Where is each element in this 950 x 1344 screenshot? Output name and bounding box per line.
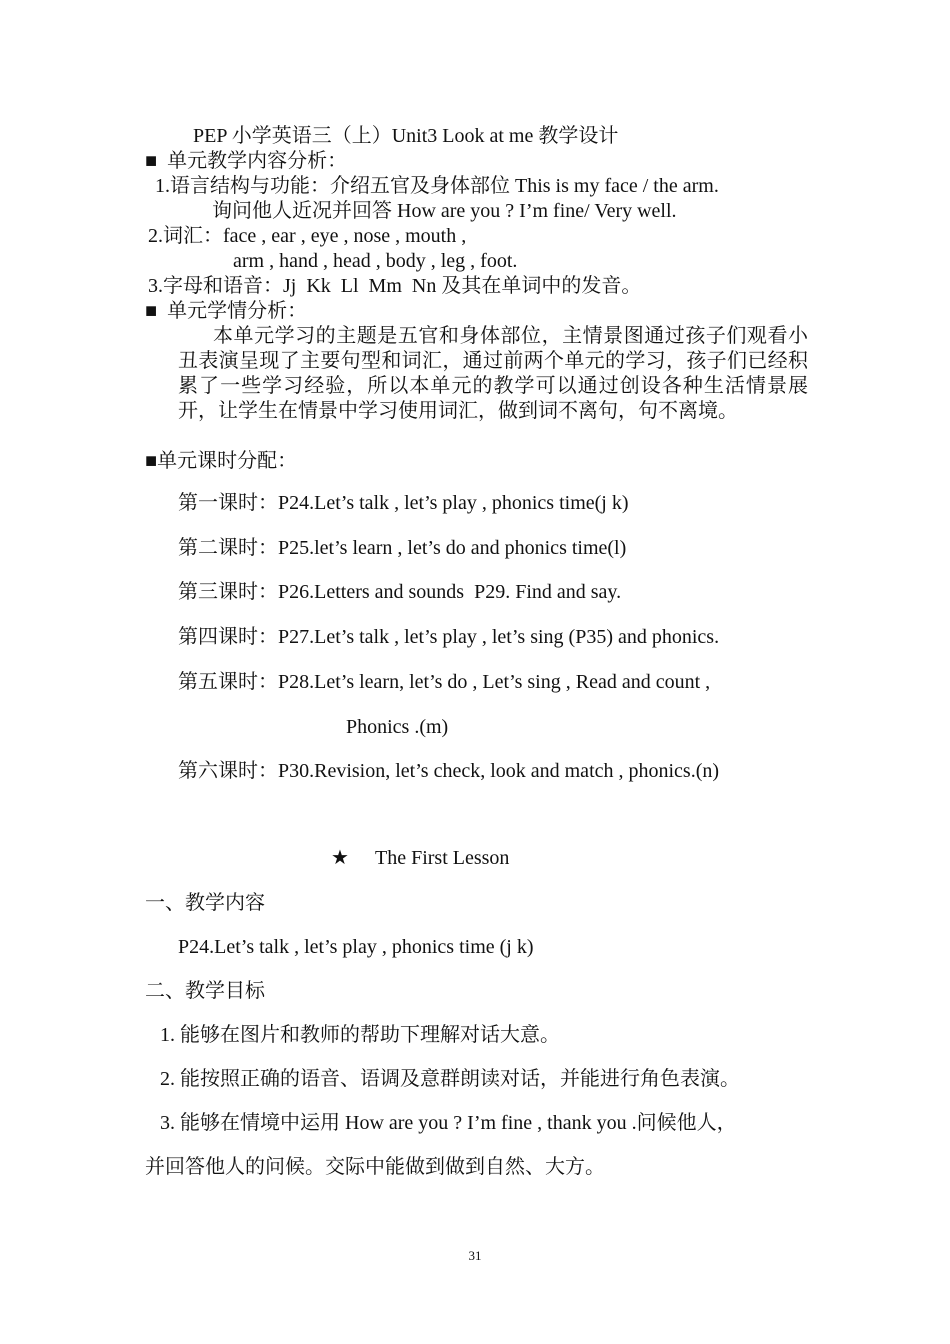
first-lesson-title: The First Lesson	[375, 847, 510, 869]
schedule-lesson-3: 第三课时：P26.Letters and sounds P29. Find and say.	[178, 581, 622, 603]
unit-content-item-3: 3.字母和语音：Jj Kk Ll Mm Nn 及其在单词中的发音。	[148, 275, 642, 297]
unit-content-item-2-cont: arm , hand , head , body , leg , foot.	[233, 250, 518, 272]
learner-analysis-paragraph: 本单元学习的主题是五官和身体部位，主情景图通过孩子们观看小丑表演呈现了主要句型和词汇，通过前两个单元的学习，孩子们已经积累了一些学习经验，所以本单元的教学可以通过创设各种生活情景展开，让学生在情景中学习使用词汇，做到词不离句，句不离境。	[178, 325, 808, 422]
schedule-lesson-2: 第二课时：P25.let’s learn , let’s do and phonics time(l)	[178, 537, 627, 559]
unit-content-heading: ■ 单元教学内容分析：	[145, 150, 348, 172]
learner-analysis-heading: ■ 单元学情分析：	[145, 300, 308, 322]
teaching-goal-3: 3. 能够在情境中运用 How are you ? I’m fine , thank you .问候他人，	[160, 1112, 737, 1134]
teaching-goal-2: 2. 能按照正确的语音、语调及意群朗读对话，并能进行角色表演。	[160, 1068, 740, 1090]
teaching-goal-1: 1. 能够在图片和教师的帮助下理解对话大意。	[160, 1024, 560, 1046]
document-title: PEP 小学英语三（上）Unit3 Look at me 教学设计	[193, 125, 619, 147]
teaching-content-heading: 一、教学内容	[145, 892, 265, 914]
schedule-lesson-1: 第一课时：P24.Let’s talk , let’s play , phonics time(j k)	[178, 492, 629, 514]
page-number: 31	[468, 1248, 482, 1263]
unit-content-item-1-cont: 询问他人近况并回答 How are you ? I’m fine/ Very well.	[212, 200, 677, 222]
teaching-content: P24.Let’s talk , let’s play , phonics time (j k)	[178, 936, 534, 958]
schedule-heading: ■单元课时分配：	[145, 450, 298, 472]
unit-content-item-1: 1.语言结构与功能：介绍五官及身体部位 This is my face / the arm.	[155, 175, 719, 197]
teaching-goals-heading: 二、教学目标	[145, 980, 265, 1002]
schedule-lesson-5-cont: Phonics .(m)	[346, 716, 449, 738]
schedule-lesson-5: 第五课时：P28.Let’s learn, let’s do , Let’s sing , Read and count ,	[178, 671, 711, 693]
unit-content-item-2: 2.词汇：face , ear , eye , nose , mouth ,	[148, 225, 467, 247]
schedule-lesson-6: 第六课时：P30.Revision, let’s check, look and match , phonics.(n)	[178, 760, 720, 782]
teaching-goal-3-cont: 并回答他人的问候。交际中能做到做到自然、大方。	[145, 1156, 605, 1178]
schedule-lesson-4: 第四课时：P27.Let’s talk , let’s play , let’s sing (P35) and phonics.	[178, 626, 720, 648]
star-icon: ★	[331, 847, 349, 869]
